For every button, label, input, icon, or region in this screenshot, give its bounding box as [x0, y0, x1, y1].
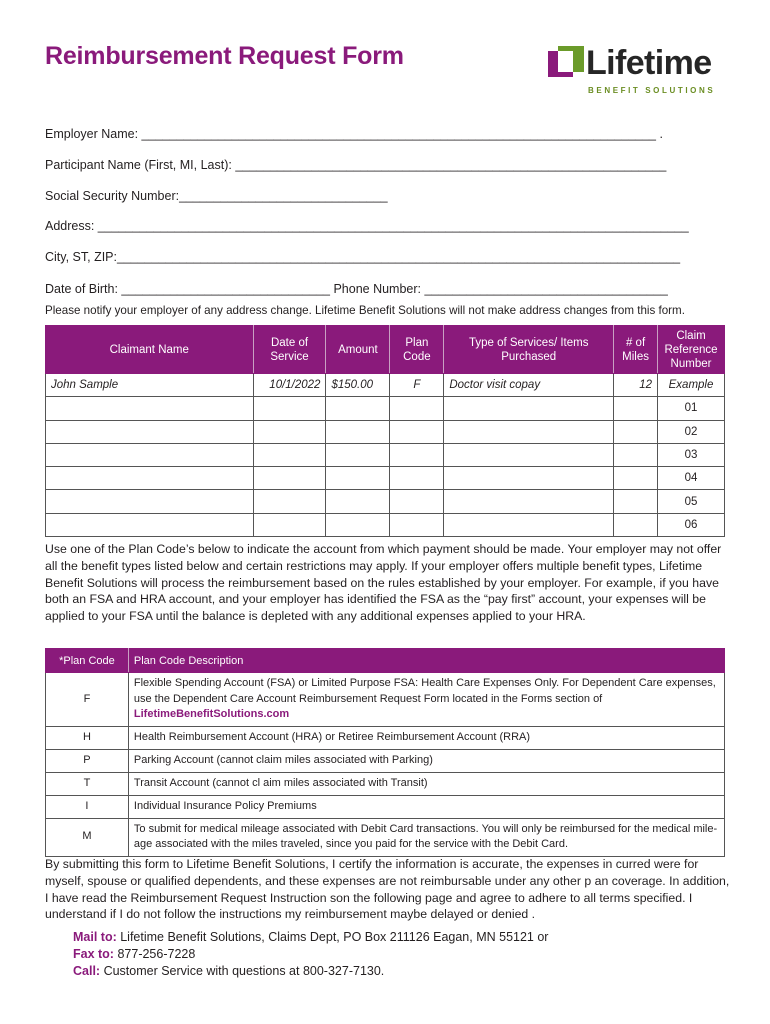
claimant-input[interactable] — [46, 513, 254, 536]
call-label: Call: — [73, 964, 101, 978]
claimant-input[interactable] — [46, 397, 254, 420]
claims-header-plan-code: Plan Code — [390, 326, 444, 374]
amount-input[interactable] — [326, 513, 390, 536]
claims-header-miles: # of Miles — [614, 326, 658, 374]
employer-name-field[interactable]: Employer Name: __________________________________________________________________________ . — [45, 127, 663, 141]
claim-reference-number: 04 — [658, 467, 725, 490]
address-field[interactable]: Address: _____________________________________________________________________________________ — [45, 219, 689, 233]
date-input[interactable] — [253, 490, 326, 513]
miles-input[interactable] — [614, 397, 658, 420]
plan-code-header: *Plan Code — [46, 649, 129, 673]
plan-description: Parking Account (cannot claim miles associated with Parking) — [128, 749, 724, 772]
example-claimant-cell: John Sample — [46, 374, 254, 397]
lifetime-website-link[interactable]: LifetimeBenefitSolutions.com — [133, 708, 290, 720]
participant-name-field[interactable]: Participant Name (First, MI, Last): ______________________________________________________________ — [45, 158, 667, 172]
claim-row — [46, 490, 725, 513]
claims-example-row — [46, 374, 725, 397]
fax-to-label: Fax to: — [73, 947, 114, 961]
claimant-input[interactable] — [46, 467, 254, 490]
plan-code: P — [46, 749, 129, 772]
amount-input[interactable] — [326, 397, 390, 420]
logo-subtitle: BENEFIT SOLUTIONS — [588, 86, 716, 95]
plan-description — [128, 673, 724, 727]
claimant-input[interactable] — [46, 490, 254, 513]
claim-reference-number: 03 — [658, 443, 725, 466]
example-miles-cell: 12 — [614, 374, 658, 397]
plan-codes-table — [45, 648, 725, 857]
claims-table — [45, 325, 725, 537]
mail-to-label: Mail to: — [73, 930, 117, 944]
claim-reference-number: 02 — [658, 420, 725, 443]
mail-to-address: Lifetime Benefit Solutions, Claims Dept, PO Box 211126 Eagan, MN 55121 or — [116, 930, 549, 944]
plan-code-row — [46, 795, 725, 818]
date-input[interactable] — [253, 420, 326, 443]
plan-description: To submit for medical mileage associated with Debit Card transactions. You will only be reimbursed for the medical mile-age associated with the miles traveled, since you paid for the service with the Debit Card. — [128, 818, 724, 856]
plan-code: M — [46, 818, 129, 856]
amount-input[interactable] — [326, 490, 390, 513]
example-amount-cell: $150.00 — [326, 374, 390, 397]
plan-code-input[interactable] — [390, 443, 444, 466]
page-title: Reimbursement Request Form — [45, 42, 404, 70]
type-input[interactable] — [444, 397, 614, 420]
date-input[interactable] — [253, 467, 326, 490]
amount-input[interactable] — [326, 443, 390, 466]
plan-code-input[interactable] — [390, 397, 444, 420]
plan-code-input[interactable] — [390, 513, 444, 536]
claim-reference-number: 05 — [658, 490, 725, 513]
claims-header-amount: Amount — [326, 326, 390, 374]
claimant-input[interactable] — [46, 420, 254, 443]
plan-description-text: Flexible Spending Account (FSA) or Limited Purpose FSA: Health Care Expenses Only. For Dependent Care expenses, use the Dependent Care Account Reimbursement Request Form located in the Forms section of — [133, 677, 716, 705]
plan-code-input[interactable] — [390, 467, 444, 490]
plan-code: F — [46, 673, 129, 727]
claim-reference-number: 06 — [658, 513, 725, 536]
example-plan-cell: F — [390, 374, 444, 397]
date-input[interactable] — [253, 397, 326, 420]
certification-statement: By submitting this form to Lifetime Benefit Solutions, I certify the information is accurate, the expenses in curred were for myself, spouse or qualified dependents, and these expenses are not reimbursable under any other p an coverage. In addition, I have read the Reimbursement Request Instruction son the following page and agree to adhere to all terms specified. I understand if I do not follow the instructions my reimbursement maybe delayed or denied . — [45, 857, 730, 922]
plan-code: T — [46, 772, 129, 795]
type-input[interactable] — [444, 490, 614, 513]
claims-header-type: Type of Services/ Items Purchased — [444, 326, 614, 374]
plan-code-input[interactable] — [390, 490, 444, 513]
plan-code-row — [46, 749, 725, 772]
type-input[interactable] — [444, 420, 614, 443]
claimant-input[interactable] — [46, 443, 254, 466]
dob-phone-field[interactable]: Date of Birth: ______________________________ Phone Number: ___________________________________ — [45, 282, 668, 296]
example-type-cell: Doctor visit copay — [444, 374, 614, 397]
example-date-cell: 10/1/2022 — [253, 374, 326, 397]
plan-description: Individual Insurance Policy Premiums — [128, 795, 724, 818]
example-reference-cell: Example — [658, 374, 725, 397]
claim-row — [46, 513, 725, 536]
ssn-field[interactable]: Social Security Number:______________________________ — [45, 189, 388, 203]
plan-code-instructions: Use one of the Plan Code’s below to indicate the account from which payment should be made. Your employer may not offer all the benefit types listed below and certain restrictions may apply. If your employer offers multiple benefit types, Lifetime Benefit Solutions will process the reimbursement based on the rules established by your employer. For example, if you have both an FSA and HRA account, and your employer has identified the FSA as the “pay first” account, your expenses will be applied to your FSA until the balance is depleted with any additional expenses applied to your HRA. — [45, 542, 722, 624]
plan-description: Health Reimbursement Account (HRA) or Retiree Reimbursement Account (RRA) — [128, 726, 724, 749]
miles-input[interactable] — [614, 467, 658, 490]
type-input[interactable] — [444, 467, 614, 490]
mail-to-line — [73, 930, 548, 944]
date-input[interactable] — [253, 513, 326, 536]
claim-row — [46, 397, 725, 420]
miles-input[interactable] — [614, 513, 658, 536]
address-change-notice: Please notify your employer of any address change. Lifetime Benefit Solutions will not make address changes from this form. — [45, 304, 685, 317]
amount-input[interactable] — [326, 467, 390, 490]
claims-header-claimant: Claimant Name — [46, 326, 254, 374]
plan-code: H — [46, 726, 129, 749]
claim-reference-number: 01 — [658, 397, 725, 420]
amount-input[interactable] — [326, 420, 390, 443]
plan-code: I — [46, 795, 129, 818]
company-logo — [548, 44, 724, 96]
plan-code-row — [46, 818, 725, 856]
plan-description: Transit Account (cannot cl aim miles associated with Transit) — [128, 772, 724, 795]
city-st-zip-field[interactable]: City, ST, ZIP:_________________________________________________________________________________ — [45, 250, 681, 264]
type-input[interactable] — [444, 443, 614, 466]
plan-description-header: Plan Code Description — [128, 649, 724, 673]
date-input[interactable] — [253, 443, 326, 466]
type-input[interactable] — [444, 513, 614, 536]
lifetime-logo-mark-icon — [548, 46, 584, 82]
miles-input[interactable] — [614, 420, 658, 443]
logo-wordmark: Lifetime — [586, 44, 712, 82]
call-line — [73, 964, 384, 978]
plan-code-row — [46, 772, 725, 795]
plan-code-row — [46, 726, 725, 749]
plan-code-row — [46, 673, 725, 727]
miles-input[interactable] — [614, 443, 658, 466]
call-text: Customer Service with questions at 800-327-7130. — [100, 964, 385, 978]
plan-code-input[interactable] — [390, 420, 444, 443]
miles-input[interactable] — [614, 490, 658, 513]
claims-header-date: Date of Service — [253, 326, 326, 374]
fax-number: 877-256-7228 — [113, 947, 196, 961]
claim-row — [46, 420, 725, 443]
claim-row — [46, 443, 725, 466]
claim-row — [46, 467, 725, 490]
claims-header-reference: Claim Reference Number — [658, 326, 725, 374]
plan-codes-header-row — [46, 649, 725, 673]
fax-to-line — [73, 947, 195, 961]
claims-header-row — [46, 326, 725, 374]
